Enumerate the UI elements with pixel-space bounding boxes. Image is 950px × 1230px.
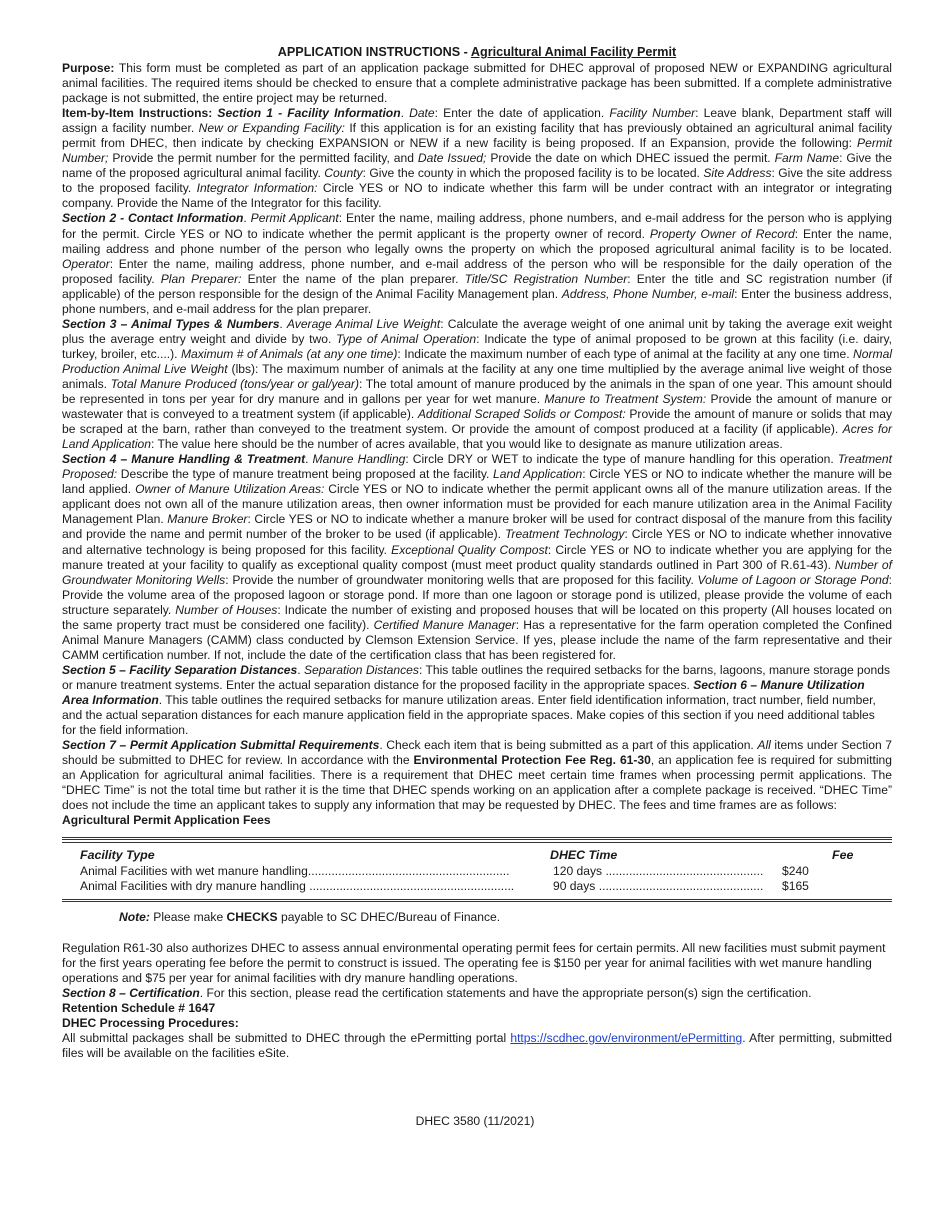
text-run: Circle YES or NO to indicate whether this farm will be under contract with an integrator or integrating company. Provide the Name of the Integrator for this facility.	[62, 181, 892, 211]
text-run: : Indicate the maximum number of each type of animal at the facility at any one time.	[397, 346, 854, 361]
text-run: Circle YES or NO to indicate whether the permit applicant owns all of the manure utilization areas. If the applicant does not own all of the manure utilization areas, then owner information must be provided for each manure utilization area in the Animal Facility Management Plan.	[62, 482, 892, 527]
section3-title: Section 3 – Animal Types & Numbers	[62, 316, 280, 331]
field-label: Separation Distances	[303, 662, 419, 677]
text-run: : Leave blank, Department staff will assign a facility number.	[62, 106, 892, 136]
page-title	[62, 44, 892, 61]
text-run: Provide the permit number for the permitted facility, and	[108, 151, 418, 166]
payment-note	[119, 910, 892, 925]
text-run: . This table outlines the required setbacks for manure utilization areas. Enter field identification information, tract number, field number, and the actual separation distances for each manure application field in the appropriate spaces. Make copies of this section if you need additional tables for the field information.	[62, 692, 876, 738]
field-label: Average Animal Live Weight	[286, 316, 441, 331]
row-dhec-time: 120 days ...............................................	[553, 863, 764, 878]
purpose-text: This form must be completed as part of an application package submitted for DHEC approval of proposed NEW or EXPANDING agricultural animal facilities. The required items should be checked to ensure that a complete administrative package has been submitted. If a complete administrative package is not submitted, the entire project may be returned.	[62, 61, 892, 106]
regulation-paragraph: Regulation R61-30 also authorizes DHEC to assess annual environmental operating permit fees for certain permits. All new facilities must submit payment for the first years operating fee before the permit to construct is issued. The operating fee is $150 per year for animal facilities with wet manure handling operations and $75 per year for animal facilities with dry manure handling operations.	[62, 940, 886, 985]
field-label: Volume of Lagoon or Storage Pond	[697, 572, 889, 587]
processing-heading: DHEC Processing Procedures:	[62, 1016, 239, 1031]
section6-title: Section 6 – Manure Utilization Area Information	[62, 677, 865, 707]
field-label: Normal Production Animal Live Weight	[62, 346, 893, 376]
section1-paragraph	[62, 106, 892, 211]
text-run: Please make	[149, 909, 227, 924]
field-label: Farm Name	[774, 151, 840, 166]
field-label: Plan Preparer:	[160, 271, 242, 286]
text-run: : Enter the title and SC registration number (if applicable) of the person responsible for the design of the Animal Facility Management plan.	[62, 271, 892, 301]
text-run: Provide the amount of manure or solids that may be scraped at the barn, rather than conveyed to the treatment system. Or provide the amount of compost produced at a facility (if applicable).	[62, 407, 892, 437]
text-run: : This table outlines the required setbacks for the barns, lagoons, manure storage ponds or manure treatment systems. Enter the actual separation distance for the proposed facility in the appropriate spaces.	[62, 662, 890, 692]
text-run: : Enter the business address, phone numbers, and e-mail address for the plan preparer.	[62, 286, 892, 316]
text-run: : Enter the name, mailing address, phone number, and e-mail address of the person who will be responsible for the daily operation of the proposed facility.	[62, 256, 892, 286]
text-run: (lbs): The maximum number of animals at the facility at any one time multiplied by the average animal live weight of those animals.	[62, 361, 892, 391]
section2-paragraph	[62, 211, 892, 316]
field-label: Manure Broker	[167, 512, 248, 527]
checks-emphasis: CHECKS	[226, 909, 278, 924]
text-run: : Enter the name, mailing address, phone numbers, and e-mail address for the person who is applying for the permit. Circle YES or NO to indicate whether the permit applicant is the property owner of record.	[62, 211, 892, 241]
text-run: Provide the amount of manure or wastewater that is conveyed to a treatment system (if applicable).	[62, 392, 892, 422]
text-run: : Give the county in which the proposed facility is to be located.	[362, 166, 704, 181]
title-form-name: Agricultural Animal Facility Permit	[470, 45, 677, 59]
retention-schedule: Retention Schedule # 1647	[62, 1001, 216, 1016]
field-label: Maximum # of Animals (at any one time)	[180, 346, 398, 361]
section8-title: Section 8 – Certification	[62, 985, 200, 1000]
field-label: Land Application	[493, 467, 583, 482]
field-label: Address, Phone Number, e-mail	[561, 286, 735, 301]
text-run: : The value here should be the number of acres available, that you would like to designate as manure utilization areas.	[150, 437, 783, 452]
fees-heading: Agricultural Permit Application Fees	[62, 813, 271, 828]
text-run: Describe the type of manure treatment being proposed at the facility.	[117, 467, 494, 482]
text-run: : Circle YES or NO to indicate whether innovative and alternative technology is being proposed for this facility.	[62, 527, 892, 557]
field-label: Certified Manure Manager	[373, 617, 516, 632]
text-run: Provide the date on which DHEC issued the permit.	[486, 151, 775, 166]
text-run: : Give the site address to the proposed facility.	[62, 166, 893, 196]
fee-table-header	[62, 848, 892, 864]
field-label: Number of Groundwater Monitoring Wells	[62, 557, 892, 587]
text-run: : Indicate the number of existing and proposed houses that will be located on this property (All houses located on the same property tract must be considered one facility).	[62, 602, 893, 632]
text-run: : Give the name of the proposed agricultural animal facility.	[62, 151, 893, 181]
text-run: .	[243, 211, 251, 226]
row-fee: $165	[782, 879, 809, 894]
section4-title: Section 4 – Manure Handling & Treatment	[62, 452, 306, 467]
section4-paragraph	[62, 452, 892, 663]
form-number-footer: DHEC 3580 (11/2021)	[415, 1114, 535, 1128]
field-label: Number of Houses	[175, 602, 278, 617]
section3-paragraph	[62, 317, 892, 452]
column-dhec-time: DHEC Time	[550, 848, 618, 863]
section8-paragraph	[62, 986, 892, 1001]
text-run: : Circle YES or NO to indicate whether a manure broker will be used for contract disposal of the manure from this facility and provide the name and permit number of the broker to be used (if applicable).	[62, 512, 892, 542]
field-label: Acres for Land Application	[62, 422, 892, 452]
field-label: Date	[409, 106, 435, 121]
text-run: Enter the name of the plan preparer.	[241, 271, 465, 286]
field-label: Property Owner of Record	[649, 226, 795, 241]
field-label: Exceptional Quality Compost	[391, 542, 548, 557]
regulation-reference: Environmental Protection Fee Reg. 61-30	[413, 753, 651, 768]
field-label: Owner of Manure Utilization Areas:	[135, 482, 325, 497]
field-label: County	[324, 166, 363, 181]
field-label: Site Address	[703, 166, 772, 181]
column-facility-type: Facility Type	[80, 848, 155, 863]
field-label: Permit Applicant	[250, 211, 339, 226]
title-lead: APPLICATION INSTRUCTIONS -	[277, 45, 471, 59]
field-label: New or Expanding Facility:	[198, 121, 345, 136]
row-fee: $240	[782, 863, 809, 878]
section7-title: Section 7 – Permit Application Submittal Requirements	[62, 738, 380, 753]
epermitting-link[interactable]: https://scdhec.gov/environment/ePermitting	[510, 1031, 743, 1046]
field-label: Operator	[62, 256, 110, 271]
text-run: If this application is for an existing facility that has previously obtained an agricultural animal facility permit from DHEC, then indicate by checking EXPANSION or NEW if a new facility is being proposed. If an Expansion, provide the following:	[62, 121, 892, 151]
text-run: : Enter the name, mailing address and phone number of the person who legally owns the property on which the proposed agricultural animal facility is to be located.	[62, 226, 892, 256]
field-label: Title/SC Registration Number	[464, 271, 628, 286]
field-label: Facility Number	[609, 106, 696, 121]
purpose-paragraph	[62, 61, 892, 106]
text-run: payable to SC DHEC/Bureau of Finance.	[277, 909, 501, 924]
field-label: Type of Animal Operation	[336, 331, 477, 346]
row-facility-type: Animal Facilities with wet manure handling............................................................	[80, 863, 510, 878]
fee-table	[62, 837, 892, 902]
text-run: All submittal packages shall be submitted to DHEC through the ePermitting portal	[62, 1031, 511, 1046]
text-run: . For this section, please read the certification statements and have the appropriate person(s) sign the certification.	[199, 985, 812, 1000]
section5-paragraph	[62, 663, 892, 738]
text-run: . After permitting, submitted files will be available on the facilities eSite.	[62, 1031, 892, 1061]
text-run: . Check each item that is being submitted as a part of this application.	[379, 738, 758, 753]
item-by-item-label: Item-by-Item Instructions:	[62, 106, 218, 121]
text-run: : Provide the volume area of the proposed lagoon or storage pond. If more than one lagoon or storage pond is utilized, please provide the volume of each structure separately.	[62, 572, 892, 617]
text-run: : Circle YES or NO to indicate whether you are applying for the manure treated at your facility to qualify as exceptional quality compost (must meet product quality standards outlined in Part 300 of R.61-43).	[62, 542, 893, 572]
purpose-label: Purpose:	[62, 61, 115, 75]
text-run: items under Section 7 should be submitted to DHEC for review. In accordance with the	[62, 738, 892, 768]
text-run: : Calculate the average weight of one animal unit by taking the average exit weight plus the average entry weight and divide by two.	[62, 316, 892, 346]
column-fee: Fee	[832, 848, 854, 863]
field-label: Integrator Information:	[196, 181, 318, 196]
row-facility-type: Animal Facilities with dry manure handling .............................................................	[80, 879, 515, 894]
field-label: Permit Number;	[62, 136, 892, 166]
section2-title: Section 2 - Contact Information	[62, 211, 244, 226]
section7-paragraph	[62, 738, 892, 813]
field-label: Total Manure Produced (tons/year or gal/year)	[110, 376, 359, 391]
text-run: .	[297, 662, 304, 677]
text-run: : The total amount of manure produced by the animals in the span of one year. This amount should be represented in tons per year for dry manure and in gallons per year for wet manure.	[62, 376, 892, 407]
text-run: : Circle DRY or WET to indicate the type of manure handling for this operation.	[405, 452, 838, 467]
row-dhec-time: 90 days .................................................	[553, 879, 764, 894]
field-label: Date Issued;	[417, 151, 487, 166]
text-run: : Has a representative for the farm operation completed the Confined Animal Manure Managers (CAMM) class conducted by Clemson Extension Service. If yes, please include the name of the farm representative and their CAMM certification number. If not, include the date of the certification class that has been registered for.	[62, 617, 892, 662]
section5-title: Section 5 – Facility Separation Distances	[62, 662, 298, 677]
field-label: Treatment Proposed:	[62, 452, 892, 482]
text-run: : Provide the number of groundwater monitoring wells that are proposed for this facility.	[225, 572, 698, 587]
field-label: Additional Scraped Solids or Compost:	[417, 407, 626, 422]
text-run: .	[305, 452, 313, 467]
table-row	[62, 864, 892, 880]
text-run: : Circle YES or NO to indicate whether the manure will be land applied.	[62, 467, 892, 497]
text-run: , an application fee is required for submitting an Application for agricultural animal facilities. There is a requirement that DHEC meet certain time frames when processing permit applications. The “DHEC Time” is not the total time but rather it is the time that DHEC spends working on an application after a complete package is received. “DHEC Time” does not include the time an applicant takes to supply any information that may be requested by DHEC. The fees and time frames are as follows:	[62, 753, 892, 813]
text-run: : Enter the date of application.	[434, 106, 610, 121]
document-page	[62, 44, 892, 1061]
text-run: : Indicate the type of animal proposed to be grown at this facility (i.e. dairy, turkey, broiler, etc....).	[62, 331, 893, 361]
note-label: Note:	[119, 909, 150, 924]
text-run: .	[400, 106, 410, 121]
field-label: Manure Handling	[312, 452, 406, 467]
field-label: Treatment Technology	[504, 527, 625, 542]
processing-paragraph	[62, 1031, 892, 1061]
field-label: Manure to Treatment System:	[544, 392, 707, 407]
table-row	[62, 879, 892, 895]
section1-title: Section 1 - Facility Information	[217, 106, 401, 121]
field-label: All	[757, 738, 771, 753]
text-run: .	[279, 316, 287, 331]
